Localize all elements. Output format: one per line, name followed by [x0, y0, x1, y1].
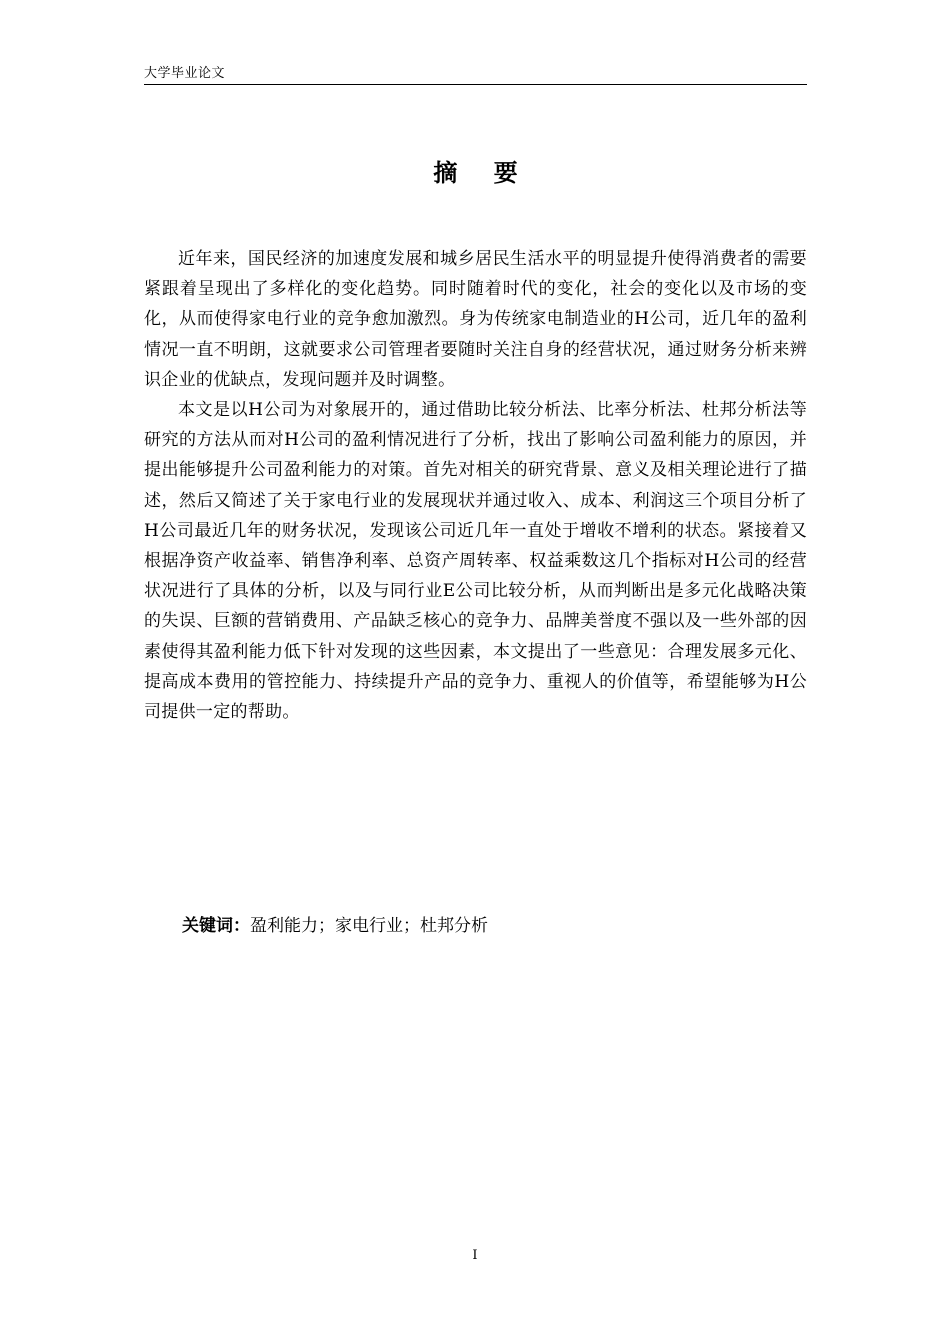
page-number: I — [472, 1248, 478, 1263]
abstract-title: 摘 要 — [433, 159, 532, 187]
keywords-label: 关键词： — [182, 916, 250, 936]
header-text: 大学毕业论文 — [144, 66, 226, 81]
abstract-paragraph-2: 本文是以H公司为对象展开的，通过借助比较分析法、比率分析法、杜邦分析法等研究的方法从而对H公司的盈利情况进行了分析，找出了影响公司盈利能力的原因，并提出能够提升公司盈利能力的对策。首先对相关的研究背景、意义及相关理论进行了描述，然后又简述了关于家电行业的发展现状并通过收入、成本、利润这三个项目分析了H公司最近几年的财务状况，发现该公司近几年一直处于增收不增利的状态。紧接着又根据净资产收益率、销售净利率、总资产周转率、权益乘数这几个指标对H公司的经营状况进行了具体的分析，以及与同行业E公司比较分析，从而判断出是多元化战略决策的失误、巨额的营销费用、产品缺乏核心的竞争力、品牌美誉度不强以及一些外部的因素使得其盈利能力低下针对发现的这些因素，本文提出了一些意见：合理发展多元化、提高成本费用的管控能力、持续提升产品的竞争力、重视人的价值等，希望能够为H公司提供一定的帮助。 — [144, 400, 807, 723]
keywords-value: 盈利能力；家电行业；杜邦分析 — [250, 916, 488, 936]
abstract-body — [144, 244, 807, 727]
page-header — [144, 64, 807, 85]
keywords-line — [182, 913, 488, 939]
abstract-paragraph-1: 近年来，国民经济的加速度发展和城乡居民生活水平的明显提升使得消费者的需要紧跟着呈现出了多样化的变化趋势。同时随着时代的变化，社会的变化以及市场的变化，从而使得家电行业的竞争愈加激烈。身为传统家电制造业的H公司，近几年的盈利情况一直不明朗，这就要求公司管理者要随时关注自身的经营状况，通过财务分析来辨识企业的优缺点，发现问题并及时调整。 — [144, 249, 807, 390]
